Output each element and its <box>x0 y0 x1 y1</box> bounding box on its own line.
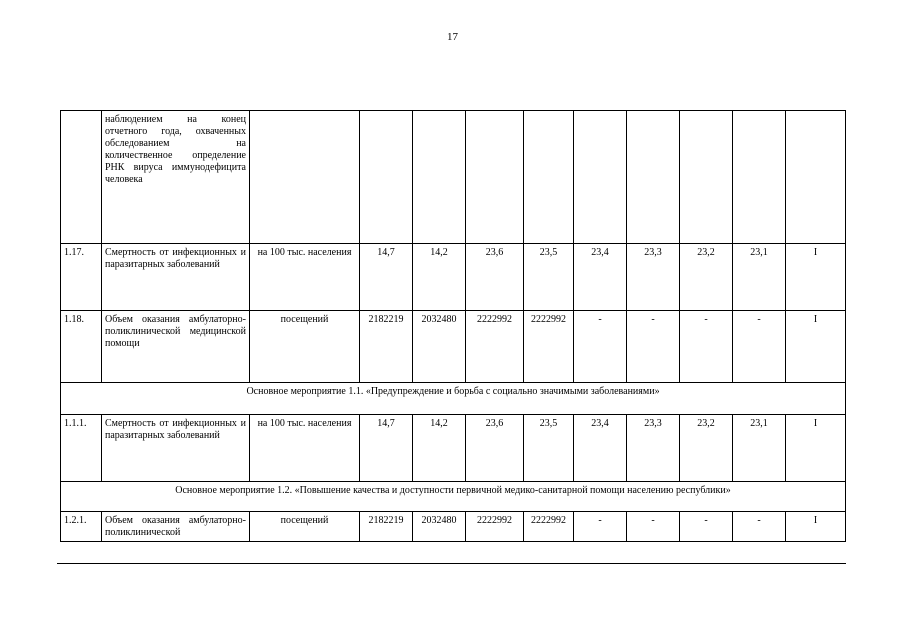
indicator-name: Объем оказания амбулаторно-поликлинической <box>102 512 250 542</box>
table-body <box>61 111 846 542</box>
value-cell: 23,2 <box>680 415 733 482</box>
value-cell <box>466 111 524 244</box>
mark-cell: I <box>786 244 846 311</box>
value-cell: 2182219 <box>360 311 413 383</box>
row-number: 1.1.1. <box>61 415 102 482</box>
value-cell: 2032480 <box>413 311 466 383</box>
value-cell: - <box>627 311 680 383</box>
row-number: 1.17. <box>61 244 102 311</box>
value-cell <box>413 111 466 244</box>
row-number <box>61 111 102 244</box>
value-cell: 23,5 <box>524 415 574 482</box>
value-cell <box>733 111 786 244</box>
section-title: Основное мероприятие 1.2. «Повышение качества и доступности первичной медико-санитарной помощи населению республики» <box>61 482 846 512</box>
value-cell: 2222992 <box>466 512 524 542</box>
mark-cell <box>786 111 846 244</box>
value-cell: 23,3 <box>627 244 680 311</box>
value-cell: 23,4 <box>574 415 627 482</box>
value-cell: - <box>733 512 786 542</box>
unit-of-measure: на 100 тыс. населения <box>250 415 360 482</box>
value-cell: 2222992 <box>466 311 524 383</box>
unit-of-measure <box>250 111 360 244</box>
table-row <box>61 311 846 383</box>
value-cell: - <box>627 512 680 542</box>
value-cell: 2182219 <box>360 512 413 542</box>
row-number: 1.18. <box>61 311 102 383</box>
section-row <box>61 482 846 512</box>
section-row <box>61 383 846 415</box>
value-cell: - <box>680 311 733 383</box>
value-cell <box>680 111 733 244</box>
bottom-rule <box>57 563 846 564</box>
table-row <box>61 415 846 482</box>
value-cell: 2222992 <box>524 311 574 383</box>
value-cell: 23,4 <box>574 244 627 311</box>
unit-of-measure: посещений <box>250 311 360 383</box>
value-cell: 23,6 <box>466 415 524 482</box>
section-title: Основное мероприятие 1.1. «Предупреждение и борьба с социально значимыми заболеваниями» <box>61 383 846 415</box>
mark-cell: I <box>786 311 846 383</box>
value-cell: - <box>680 512 733 542</box>
value-cell <box>627 111 680 244</box>
page-number: 17 <box>447 31 458 43</box>
value-cell: 23,5 <box>524 244 574 311</box>
indicator-name: наблюдением на конец отчетного года, охваченных обследованием на количественное определение РНК вируса иммунодефицита человека <box>102 111 250 244</box>
row-number: 1.2.1. <box>61 512 102 542</box>
value-cell <box>360 111 413 244</box>
indicator-name: Смертность от инфекционных и паразитарных заболеваний <box>102 244 250 311</box>
value-cell: 23,1 <box>733 244 786 311</box>
value-cell: - <box>733 311 786 383</box>
value-cell: 14,7 <box>360 244 413 311</box>
mark-cell: I <box>786 415 846 482</box>
indicator-name: Объем оказания амбулаторно-поликлинической медицинской помощи <box>102 311 250 383</box>
unit-of-measure: на 100 тыс. населения <box>250 244 360 311</box>
value-cell <box>574 111 627 244</box>
value-cell: 23,6 <box>466 244 524 311</box>
value-cell: 23,2 <box>680 244 733 311</box>
table-row <box>61 244 846 311</box>
table-row <box>61 512 846 542</box>
mark-cell: I <box>786 512 846 542</box>
value-cell: 14,7 <box>360 415 413 482</box>
value-cell: 14,2 <box>413 415 466 482</box>
unit-of-measure: посещений <box>250 512 360 542</box>
value-cell: - <box>574 311 627 383</box>
indicator-name: Смертность от инфекционных и паразитарных заболеваний <box>102 415 250 482</box>
value-cell <box>524 111 574 244</box>
indicators-table <box>60 110 846 542</box>
value-cell: 23,1 <box>733 415 786 482</box>
table-row <box>61 111 846 244</box>
value-cell: 14,2 <box>413 244 466 311</box>
value-cell: 2032480 <box>413 512 466 542</box>
value-cell: 23,3 <box>627 415 680 482</box>
value-cell: 2222992 <box>524 512 574 542</box>
value-cell: - <box>574 512 627 542</box>
